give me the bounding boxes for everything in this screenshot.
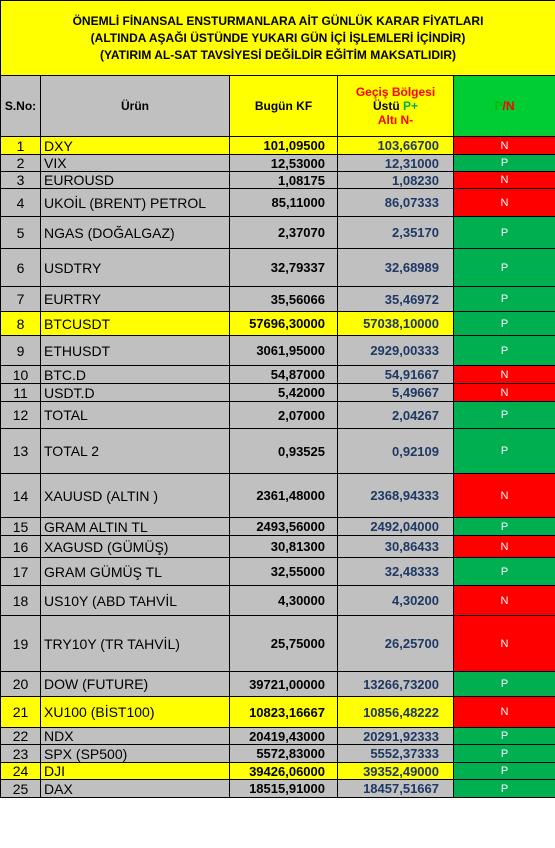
header-row xyxy=(1,76,555,137)
signal-cell: P xyxy=(454,780,555,798)
title-line-2: (ALTINDA AŞAĞI ÜSTÜNDE YUKARI GÜN İÇİ İŞLEMLERİ İÇİNDİR) xyxy=(90,30,466,45)
table-row xyxy=(1,672,555,697)
title-line-3: (YATIRIM AL-SAT TAVSİYESİ DEĞİLDİR EĞİTİM MAKSATLIDIR) xyxy=(100,47,456,62)
product-name: DAX xyxy=(41,780,230,798)
product-name: UKOİL (BRENT) PETROL xyxy=(41,189,230,217)
product-name: EUROUSD xyxy=(41,172,230,189)
table-row xyxy=(1,728,555,745)
product-name: US10Y (ABD TAHVİL xyxy=(41,586,230,616)
signal-cell: P xyxy=(454,287,555,312)
gecis-bolgesi-value: 32,68989 xyxy=(338,249,454,287)
signal-cell: N xyxy=(454,172,555,189)
row-number: 11 xyxy=(1,384,41,402)
bugun-kf-value: 32,55000 xyxy=(230,558,338,586)
bugun-kf-value: 3061,95000 xyxy=(230,336,338,366)
row-number: 2 xyxy=(1,155,41,172)
product-name: XAGUSD (GÜMÜŞ) xyxy=(41,536,230,558)
bugun-kf-value: 2493,56000 xyxy=(230,518,338,536)
product-name: DOW (FUTURE) xyxy=(41,672,230,697)
product-name: TOTAL xyxy=(41,402,230,429)
product-name: TOTAL 2 xyxy=(41,429,230,474)
table-row xyxy=(1,155,555,172)
gecis-bolgesi-value: 5,49667 xyxy=(338,384,454,402)
signal-cell: P xyxy=(454,558,555,586)
bugun-kf-value: 35,56066 xyxy=(230,287,338,312)
product-name: GRAM ALTIN TL xyxy=(41,518,230,536)
gecis-bolgesi-value: 2929,00333 xyxy=(338,336,454,366)
row-number: 4 xyxy=(1,189,41,217)
signal-cell: P xyxy=(454,763,555,780)
table-row xyxy=(1,536,555,558)
table-row xyxy=(1,217,555,249)
bugun-kf-value: 39721,00000 xyxy=(230,672,338,697)
row-number: 7 xyxy=(1,287,41,312)
signal-cell: P xyxy=(454,155,555,172)
product-name: USDT.D xyxy=(41,384,230,402)
table-row xyxy=(1,429,555,474)
bugun-kf-value: 10823,16667 xyxy=(230,697,338,728)
gecis-bolgesi-value: 4,30200 xyxy=(338,586,454,616)
table-row xyxy=(1,287,555,312)
header-pn-n: N xyxy=(505,99,515,113)
row-number: 19 xyxy=(1,616,41,672)
signal-cell: P xyxy=(454,402,555,429)
gecis-bolgesi-value: 2368,94333 xyxy=(338,474,454,518)
table-row xyxy=(1,558,555,586)
table-row xyxy=(1,249,555,287)
bugun-kf-value: 4,30000 xyxy=(230,586,338,616)
row-number: 15 xyxy=(1,518,41,536)
header-pn-slash: / xyxy=(502,99,506,113)
signal-cell: N xyxy=(454,384,555,402)
bugun-kf-value: 2361,48000 xyxy=(230,474,338,518)
table-row xyxy=(1,586,555,616)
product-name: XAUUSD (ALTIN ) xyxy=(41,474,230,518)
signal-cell: P xyxy=(454,728,555,745)
bugun-kf-value: 32,79337 xyxy=(230,249,338,287)
title-row xyxy=(1,1,555,76)
table-row xyxy=(1,384,555,402)
bugun-kf-value: 20419,43000 xyxy=(230,728,338,745)
row-number: 5 xyxy=(1,217,41,249)
signal-cell: N xyxy=(454,536,555,558)
gecis-bolgesi-value: 35,46972 xyxy=(338,287,454,312)
table-row xyxy=(1,172,555,189)
row-number: 23 xyxy=(1,745,41,763)
header-bugun-kf: Bugün KF xyxy=(230,76,338,137)
gecis-bolgesi-value: 30,86433 xyxy=(338,536,454,558)
header-gecis-bolgesi xyxy=(338,76,454,137)
header-pn xyxy=(454,76,555,137)
table-title xyxy=(1,1,555,76)
gecis-bolgesi-value: 26,25700 xyxy=(338,616,454,672)
header-urun: Ürün xyxy=(41,76,230,137)
table-row xyxy=(1,616,555,672)
gecis-bolgesi-value: 18457,51667 xyxy=(338,780,454,798)
signal-cell: P xyxy=(454,312,555,336)
signal-cell: N xyxy=(454,189,555,217)
signal-cell: P xyxy=(454,518,555,536)
table-row xyxy=(1,763,555,780)
table-row xyxy=(1,402,555,429)
bugun-kf-value: 18515,91000 xyxy=(230,780,338,798)
header-sno: S.No: xyxy=(1,76,41,137)
bugun-kf-value: 54,87000 xyxy=(230,366,338,384)
bugun-kf-value: 5572,83000 xyxy=(230,745,338,763)
product-name: USDTRY xyxy=(41,249,230,287)
row-number: 8 xyxy=(1,312,41,336)
product-name: BTCUSDT xyxy=(41,312,230,336)
gecis-bolgesi-value: 2,35170 xyxy=(338,217,454,249)
title-line-1: ÖNEMLİ FİNANSAL ENSTURMANLARA AİT GÜNLÜK KARAR FİYATLARI xyxy=(72,13,484,28)
bugun-kf-value: 85,11000 xyxy=(230,189,338,217)
gecis-bolgesi-value: 57038,10000 xyxy=(338,312,454,336)
product-name: EURTRY xyxy=(41,287,230,312)
signal-cell: P xyxy=(454,249,555,287)
product-name: DXY xyxy=(41,137,230,155)
gecis-bolgesi-value: 2,04267 xyxy=(338,402,454,429)
signal-cell: P xyxy=(454,217,555,249)
gecis-bolgesi-value: 20291,92333 xyxy=(338,728,454,745)
signal-cell: N xyxy=(454,137,555,155)
gecis-bolgesi-value: 13266,73200 xyxy=(338,672,454,697)
gecis-bolgesi-value: 2492,04000 xyxy=(338,518,454,536)
gecis-bolgesi-value: 54,91667 xyxy=(338,366,454,384)
row-number: 1 xyxy=(1,137,41,155)
product-name: NGAS (DOĞALGAZ) xyxy=(41,217,230,249)
bugun-kf-value: 2,37070 xyxy=(230,217,338,249)
bugun-kf-value: 39426,06000 xyxy=(230,763,338,780)
product-name: SPX (SP500) xyxy=(41,745,230,763)
bugun-kf-value: 5,42000 xyxy=(230,384,338,402)
row-number: 6 xyxy=(1,249,41,287)
signal-cell: N xyxy=(454,616,555,672)
product-name: NDX xyxy=(41,728,230,745)
gecis-bolgesi-value: 103,66700 xyxy=(338,137,454,155)
row-number: 18 xyxy=(1,586,41,616)
signal-cell: P xyxy=(454,745,555,763)
row-number: 25 xyxy=(1,780,41,798)
header-gecis-p: P+ xyxy=(402,99,418,113)
gecis-bolgesi-value: 39352,49000 xyxy=(338,763,454,780)
gecis-bolgesi-value: 5552,37333 xyxy=(338,745,454,763)
signal-cell: N xyxy=(454,697,555,728)
gecis-bolgesi-value: 32,48333 xyxy=(338,558,454,586)
table-row xyxy=(1,745,555,763)
row-number: 22 xyxy=(1,728,41,745)
product-name: TRY10Y (TR TAHVİL) xyxy=(41,616,230,672)
gecis-bolgesi-value: 0,92109 xyxy=(338,429,454,474)
signal-cell: N xyxy=(454,586,555,616)
row-number: 13 xyxy=(1,429,41,474)
table-row xyxy=(1,189,555,217)
table-row xyxy=(1,474,555,518)
table-row xyxy=(1,137,555,155)
table-row xyxy=(1,336,555,366)
gecis-bolgesi-value: 12,31000 xyxy=(338,155,454,172)
row-number: 9 xyxy=(1,336,41,366)
row-number: 21 xyxy=(1,697,41,728)
product-name: VIX xyxy=(41,155,230,172)
bugun-kf-value: 12,53000 xyxy=(230,155,338,172)
product-name: BTC.D xyxy=(41,366,230,384)
product-name: XU100 (BİST100) xyxy=(41,697,230,728)
signal-cell: N xyxy=(454,366,555,384)
bugun-kf-value: 30,81300 xyxy=(230,536,338,558)
signal-cell: P xyxy=(454,672,555,697)
header-pn-p: P xyxy=(494,99,503,113)
bugun-kf-value: 57696,30000 xyxy=(230,312,338,336)
header-gecis-ustu: Üstü xyxy=(372,99,403,113)
header-gecis-line3: Altı N- xyxy=(377,113,414,127)
table-row xyxy=(1,780,555,798)
row-number: 10 xyxy=(1,366,41,384)
bugun-kf-value: 1,08175 xyxy=(230,172,338,189)
signal-cell: N xyxy=(454,474,555,518)
row-number: 16 xyxy=(1,536,41,558)
bugun-kf-value: 2,07000 xyxy=(230,402,338,429)
bugun-kf-value: 25,75000 xyxy=(230,616,338,672)
row-number: 17 xyxy=(1,558,41,586)
gecis-bolgesi-value: 10856,48222 xyxy=(338,697,454,728)
bugun-kf-value: 0,93525 xyxy=(230,429,338,474)
table-row xyxy=(1,697,555,728)
header-gecis-line1: Geçiş Bölgesi xyxy=(355,85,436,99)
bugun-kf-value: 101,09500 xyxy=(230,137,338,155)
row-number: 3 xyxy=(1,172,41,189)
product-name: GRAM GÜMÜŞ TL xyxy=(41,558,230,586)
signal-cell: P xyxy=(454,429,555,474)
row-number: 24 xyxy=(1,763,41,780)
row-number: 12 xyxy=(1,402,41,429)
table-row xyxy=(1,312,555,336)
gecis-bolgesi-value: 86,07333 xyxy=(338,189,454,217)
row-number: 20 xyxy=(1,672,41,697)
table-row xyxy=(1,518,555,536)
gecis-bolgesi-value: 1,08230 xyxy=(338,172,454,189)
header-gecis-line2 xyxy=(338,99,453,113)
row-number: 14 xyxy=(1,474,41,518)
product-name: ETHUSDT xyxy=(41,336,230,366)
table-row xyxy=(1,366,555,384)
signal-cell: P xyxy=(454,336,555,366)
product-name: DJI xyxy=(41,763,230,780)
